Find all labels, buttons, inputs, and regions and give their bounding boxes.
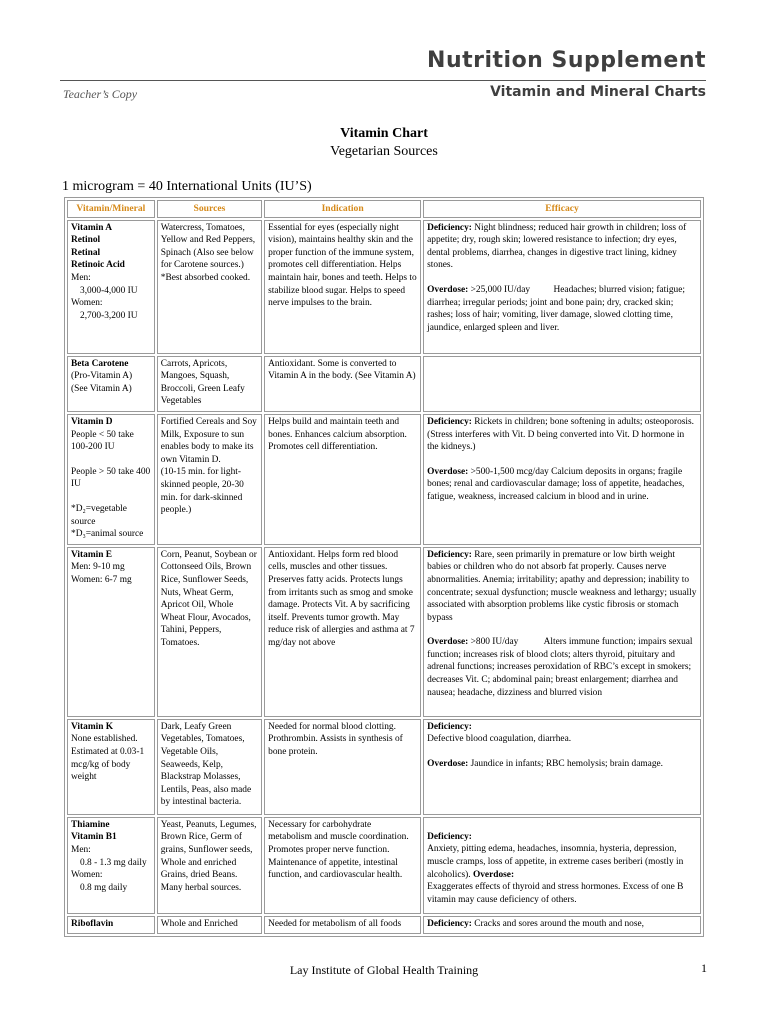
- vitamin-alias: Retinol: [71, 235, 101, 246]
- table-row: [67, 547, 701, 717]
- vitamin-cell: [67, 719, 155, 815]
- overdose-label: Overdose:: [427, 466, 469, 477]
- table-row: [67, 817, 701, 914]
- header-vitamin-mineral: Vitamin/Mineral: [67, 200, 155, 218]
- vitamin-alias: Vitamin B1: [71, 832, 117, 843]
- sources-text: Watercress, Tomatoes, Yellow and Red Peppers, Spinach (Also see below for Carotene sources.): [160, 222, 256, 271]
- header-left-label: Teacher’s Copy: [63, 87, 138, 101]
- vitamin-cell: [67, 817, 155, 914]
- indication-cell: Antioxidant. Helps form red blood cells, muscles and other tissues. Preserves fatty acids. Protects lungs from irritants such as smog and smoke damage. Protects Vit. A by sacrificing itself. Prevents tumor growth. May reduce risk of allergies and asthma at 7 mg/day not above: [264, 547, 421, 717]
- vitamin-name: Vitamin A: [71, 222, 113, 233]
- deficiency-label: Deficiency:: [427, 222, 472, 233]
- vitamin-alias: (Pro-Vitamin A): [71, 371, 133, 382]
- vitamin-cell: [67, 414, 155, 545]
- dose-value: 0.8 mg daily: [80, 882, 128, 893]
- vitamin-cell: [67, 547, 155, 717]
- sources-cell: Yeast, Peanuts, Legumes, Brown Rice, Germ of grains, Sunflower seeds, Whole and enriched Grains, dried Beans. Many herbal sources.: [157, 817, 262, 914]
- doc-subtitle: Vegetarian Sources: [330, 144, 438, 159]
- header-right-label: Vitamin and Mineral Charts: [490, 84, 706, 100]
- page-number: 1: [701, 961, 707, 975]
- efficacy-cell: [423, 916, 701, 935]
- overdose-label: Overdose:: [427, 284, 469, 295]
- doc-title: Vitamin Chart: [340, 126, 428, 141]
- table-row: [67, 916, 701, 935]
- deficiency-label: Deficiency:: [427, 416, 472, 427]
- indication-cell: Helps build and maintain teeth and bones. Enhances calcium absorption. Promotes cell differentiation.: [264, 414, 421, 545]
- vitamin-name: Thiamine: [71, 819, 110, 830]
- deficiency-label: Deficiency:: [427, 831, 472, 842]
- header-sources: Sources: [157, 200, 262, 218]
- sources-cell: Carrots, Apricots, Mangoes, Squash, Broccoli, Green Leafy Vegetables: [157, 356, 262, 412]
- header-title: Nutrition Supplement: [427, 48, 706, 73]
- dose-label: Women:: [71, 298, 103, 309]
- table-row: [67, 356, 701, 412]
- deficiency-text: Defective blood coagulation, diarrhea.: [427, 734, 572, 745]
- vitamin-alias: Retinal: [71, 247, 101, 258]
- overdose-label: Overdose:: [472, 869, 515, 880]
- table-row: [67, 220, 701, 354]
- deficiency-label: Deficiency:: [427, 549, 472, 560]
- indication-cell: Essential for eyes (especially night vision), maintains healthy skin and the proper function of the immune system, promotes cell differentiation. Helps maintain hair, bones and teeth. Helps to stabilize blood sugar. Helps to speed nerve impulses to the brain.: [264, 220, 421, 354]
- vitamin-name: Vitamin D: [71, 416, 113, 427]
- sources-cell: [157, 414, 262, 545]
- vitamin-cell: [67, 220, 155, 354]
- vitamin-name: Vitamin E: [71, 549, 113, 560]
- efficacy-cell: [423, 547, 701, 717]
- indication-cell: Necessary for carbohydrate metabolism and muscle coordination. Promotes proper nerve function. Maintenance of appetite, intestinal function, and cardiovascular health.: [264, 817, 421, 914]
- sources-note: *Best absorbed cooked.: [160, 272, 251, 283]
- vitamin-name: Beta Carotene: [71, 358, 129, 369]
- deficiency-text: Anxiety, pitting edema, headaches, insomnia, hysteria, depression, muscle cramps, loss of appetite, in extreme cases beriberi (mostly in alcoholics).: [427, 844, 684, 880]
- overdose-label: Overdose:: [427, 637, 469, 648]
- table-header-row: [67, 200, 701, 218]
- header-indication: Indication: [264, 200, 421, 218]
- deficiency-text: Cracks and sores around the mouth and nose,: [471, 918, 645, 929]
- dose-label: Men:: [71, 844, 91, 855]
- source-note: *D₃=animal source: [71, 529, 144, 540]
- overdose-label: Overdose:: [427, 758, 469, 769]
- dose-value: People < 50 take 100-200 IU: [71, 429, 134, 453]
- table-row: [67, 719, 701, 815]
- table-row: [67, 414, 701, 545]
- sources-text: Fortified Cereals and Soy Milk, Exposure to sun enables body to make its own Vitamin D.: [160, 416, 257, 465]
- vitamin-name: Vitamin K: [71, 721, 114, 732]
- deficiency-text: Rare, seen primarily in premature or low birth weight babies or children who do not absorb fat properly. Causes nerve abnormalities. Anemia; irritability; apathy and depression; inability to concentrate; sexual dysfunction; muscle weakness and lethargy; usually associated with absorption problems like cystic fibrosis or stomach bypass: [427, 549, 697, 623]
- dose-value: Women: 6-7 mg: [71, 574, 132, 585]
- sources-cell: [157, 220, 262, 354]
- sources-cell: Corn, Peanut, Soybean or Cottonseed Oils, Brown Rice, Sunflower Seeds, Nuts, Wheat Germ, Apricot Oil, Whole Wheat Flour, Avocados, Tahini, Peppers, Tomatoes.: [157, 547, 262, 717]
- dose-value: 3,000-4,000 IU: [80, 285, 138, 296]
- overdose-text: Jaundice in infants; RBC hemolysis; brain damage.: [468, 758, 664, 769]
- overdose-text: >25,000 IU/day Headaches; blurred vision; fatigue; diarrhea; irregular periods; joint and bone pain; dry, cracked skin; rashes; loss of hair; vomiting, liver damage, slowed clotting time, jaundice, enlarged spleen and liver.: [427, 284, 688, 333]
- deficiency-label: Deficiency:: [427, 918, 472, 929]
- vitamin-alias: Retinoic Acid: [71, 260, 125, 271]
- indication-cell: Needed for metabolism of all foods: [264, 916, 421, 935]
- indication-cell: Antioxidant. Some is converted to Vitamin A in the body. (See Vitamin A): [264, 356, 421, 412]
- vitamin-alias: (See Vitamin A): [71, 383, 132, 394]
- footer-institute: Lay Institute of Global Health Training: [289, 963, 479, 977]
- dose-value: 2,700-3,200 IU: [80, 310, 138, 321]
- header-rule: [60, 80, 706, 81]
- vitamin-name: Riboflavin: [71, 918, 114, 929]
- vitamin-cell: [67, 356, 155, 412]
- sources-note: (10-15 min. for light-skinned people, 20-30 min. for dark-skinned people.): [160, 467, 244, 516]
- sources-cell: Dark, Leafy Green Vegetables, Tomatoes, Vegetable Oils, Seaweeds, Kelp, Blackstrap Molasses, Lentils, Peas, also made by intestinal bacteria.: [157, 719, 262, 815]
- efficacy-cell: [423, 220, 701, 354]
- deficiency-text: Night blindness; reduced hair growth in children; loss of appetite; dry, rough skin; lowered resistance to infection; dry eyes, dental problems, diarrhea, changes in digestive tract lining, kidney stones.: [427, 222, 687, 271]
- dose-value: None established. Estimated at 0.03-1 mcg/kg of body weight: [71, 734, 145, 783]
- dose-value: Men: 9-10 mg: [71, 562, 125, 573]
- overdose-text: >800 IU/day Alters immune function; impairs sexual function; increases risk of blood clots; alters thyroid, pituitary and adrenal functions; increases peroxidation of RBC’s except in smokers; decreases Vit. C; abdominal pain; breast enlargement; diarrhea and nausea; headache, dizziness and blurred vision: [427, 637, 695, 698]
- vitamin-cell: [67, 916, 155, 935]
- dose-value: People > 50 take 400 IU: [71, 466, 151, 490]
- efficacy-cell: [423, 414, 701, 545]
- header-efficacy: Efficacy: [423, 200, 701, 218]
- overdose-text: Exaggerates effects of thyroid and stress hormones. Excess of one B vitamin may cause deficiency of others.: [427, 882, 684, 905]
- source-note: *D₂=vegetable source: [71, 503, 127, 527]
- deficiency-text: Rickets in children; bone softening in adults; osteoporosis. (Stress interferes with Vit. D being converted into Vit. D hormone in the kidneys.): [427, 416, 695, 453]
- sources-cell: Whole and Enriched: [157, 916, 262, 935]
- dose-label: Men:: [71, 272, 91, 283]
- vitamin-chart-table: [64, 197, 704, 937]
- conversion-note: 1 microgram = 40 International Units (IU’S): [62, 179, 312, 194]
- efficacy-cell: [423, 719, 701, 815]
- overdose-text: >500-1,500 mcg/day Calcium deposits in organs; fragile bones; renal and cardiovascular damage; loss of appetite, headaches, fatigue, weakness, increased calcium in blood and in urine.: [427, 466, 685, 502]
- indication-cell: Needed for normal blood clotting. Prothrombin. Assists in synthesis of bone protein.: [264, 719, 421, 815]
- dose-value: 0.8 - 1.3 mg daily: [80, 857, 147, 868]
- dose-label: Women:: [71, 870, 103, 881]
- deficiency-label: Deficiency:: [427, 721, 472, 732]
- efficacy-cell: [423, 817, 701, 914]
- efficacy-cell: [423, 356, 701, 412]
